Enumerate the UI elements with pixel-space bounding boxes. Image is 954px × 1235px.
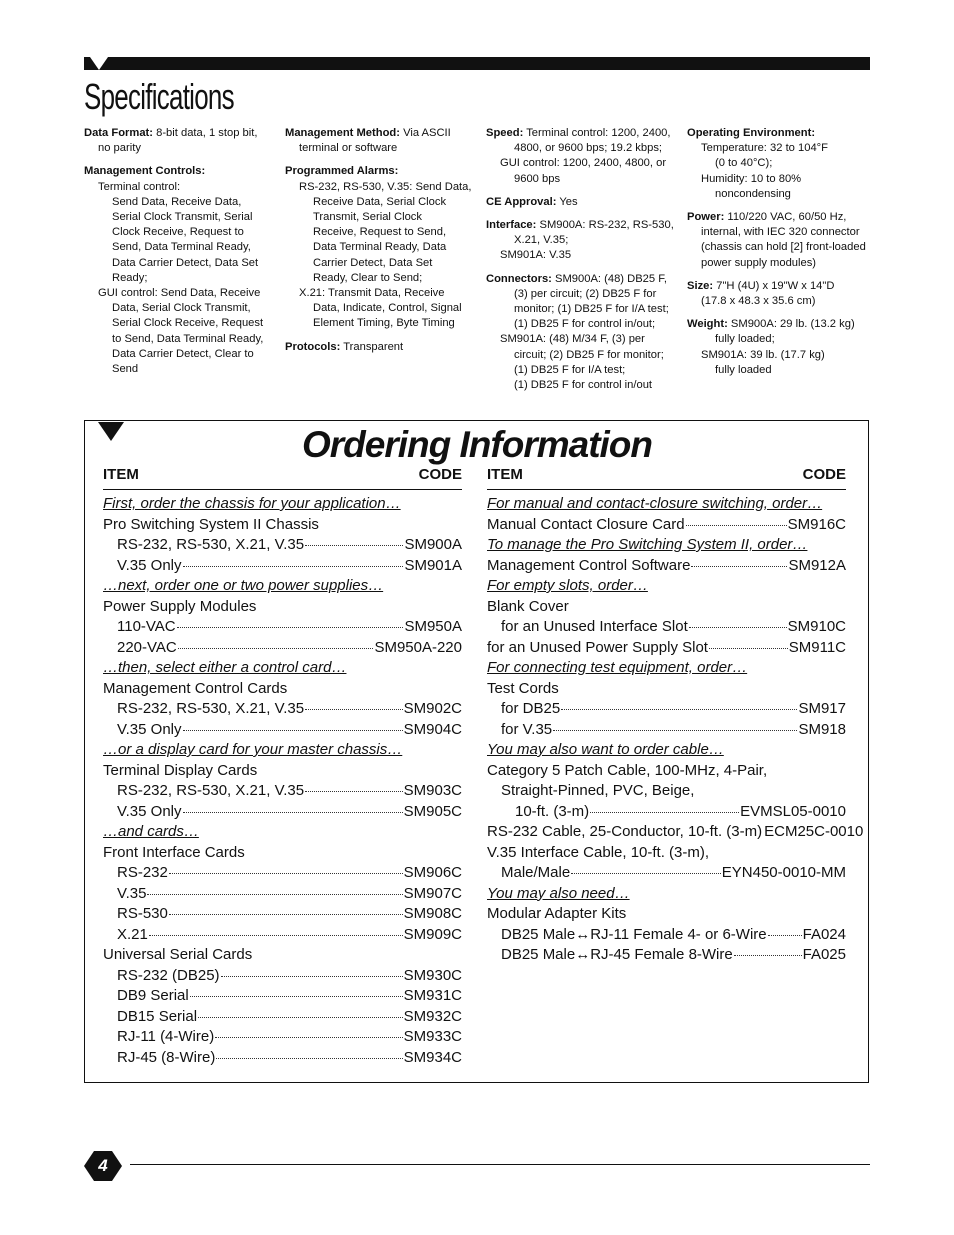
spec-key: Operating Environment: bbox=[687, 127, 816, 139]
spec-key: Power: bbox=[687, 211, 725, 224]
category-label: Straight-Pinned, PVC, Beige, bbox=[501, 782, 695, 799]
page-number: 4 bbox=[98, 1156, 108, 1175]
order-item bbox=[487, 699, 846, 720]
spec-key: Management Controls: bbox=[84, 165, 206, 178]
spec-line: Element Timing, Byte Timing bbox=[313, 317, 455, 330]
spec-line: Carrier Detect, Data Set bbox=[313, 256, 433, 269]
order-item bbox=[487, 720, 846, 741]
item-code: SM932C bbox=[403, 1007, 462, 1025]
item-code: FA025 bbox=[802, 946, 846, 963]
spec-line: circuit; (2) DB25 F for monitor; bbox=[514, 348, 664, 361]
dot-leader bbox=[147, 894, 402, 895]
item-code: EYN450-0010-MM bbox=[721, 864, 846, 881]
spec-line bbox=[285, 126, 475, 141]
item-code: SM933C bbox=[403, 1028, 462, 1045]
item-code: SM931C bbox=[403, 987, 462, 1004]
code-header: CODE bbox=[802, 466, 846, 483]
spec-line: Data Terminal Ready, Data bbox=[313, 241, 447, 254]
spec-line: Send Data, Receive Data, bbox=[112, 195, 242, 208]
item-code: SM912A bbox=[788, 556, 846, 574]
spec-line bbox=[687, 210, 872, 225]
dot-leader bbox=[768, 935, 802, 936]
order-item bbox=[103, 781, 462, 802]
item-name: V.35 Only bbox=[117, 802, 182, 820]
footer-rule bbox=[130, 1164, 870, 1165]
order-item bbox=[103, 986, 462, 1007]
spec-line: Clock Receive, Request to bbox=[112, 226, 244, 239]
dot-leader bbox=[183, 566, 404, 567]
item-name: RJ-11 (4-Wire) bbox=[117, 1028, 215, 1045]
dot-leader bbox=[190, 996, 403, 997]
spec-column-4 bbox=[687, 126, 872, 386]
spec-line: Send, Data Terminal Ready, bbox=[112, 241, 251, 254]
dot-leader bbox=[178, 648, 374, 649]
dot-leader bbox=[305, 791, 403, 792]
section-heading: To manage the Pro Switching System II, order… bbox=[487, 536, 808, 553]
dot-leader bbox=[561, 709, 797, 710]
order-item bbox=[103, 863, 462, 884]
spec-line: monitor; (1) DB25 F for I/A test; bbox=[514, 303, 669, 316]
order-item bbox=[103, 884, 462, 905]
order-item bbox=[487, 638, 846, 659]
item-name: Male/Male bbox=[501, 864, 571, 881]
spec-key: CE Approval: bbox=[486, 195, 557, 208]
spec-group bbox=[687, 279, 872, 309]
item-code: SM901A bbox=[404, 556, 462, 574]
spec-key: Protocols: bbox=[285, 340, 341, 353]
spec-column-1 bbox=[84, 126, 269, 385]
item-name: 10-ft. (3-m) bbox=[515, 802, 590, 820]
item-name: RS-232, RS-530, X.21, V.35 bbox=[117, 700, 305, 717]
order-item bbox=[487, 945, 846, 966]
spec-value: SM900A: 29 lb. (13.2 kg) bbox=[730, 318, 855, 331]
spec-line: Data Carrier Detect, Data Set bbox=[112, 256, 259, 269]
item-code: SM904C bbox=[403, 720, 462, 738]
item-name: V.35 Only bbox=[117, 720, 182, 738]
spec-key: Speed: bbox=[486, 127, 524, 139]
item-code: SM918 bbox=[798, 720, 846, 738]
order-item bbox=[487, 802, 846, 823]
dot-leader bbox=[216, 1058, 402, 1059]
spec-column-3 bbox=[486, 126, 676, 401]
spec-line: GUI control: 1200, 2400, 4800, or bbox=[500, 157, 667, 170]
item-name: for an Unused Interface Slot bbox=[501, 618, 688, 635]
order-item bbox=[103, 699, 462, 720]
item-code: SM950A bbox=[404, 618, 462, 635]
spec-line: 9600 bps bbox=[514, 172, 561, 185]
item-name: RS-232, RS-530, X.21, V.35 bbox=[117, 536, 305, 553]
spec-value: Via ASCII bbox=[403, 127, 451, 139]
item-code: ECM25C-0010 bbox=[764, 823, 864, 840]
item-name: for an Unused Power Supply Slot bbox=[487, 638, 708, 656]
spec-group bbox=[285, 164, 475, 331]
spec-line bbox=[687, 279, 872, 294]
spec-line: terminal or software bbox=[299, 142, 398, 155]
item-code: SM950A-220 bbox=[374, 638, 462, 656]
order-item bbox=[487, 556, 846, 577]
order-item bbox=[487, 925, 846, 946]
category-label: Universal Serial Cards bbox=[103, 946, 253, 963]
spec-group bbox=[687, 210, 872, 271]
dot-leader bbox=[553, 730, 797, 731]
spec-line bbox=[84, 164, 269, 179]
spec-group bbox=[285, 126, 475, 156]
category-label: Modular Adapter Kits bbox=[487, 905, 627, 922]
spec-value: Yes bbox=[559, 195, 578, 208]
spec-line: (chassis can hold [2] front-loaded bbox=[701, 241, 866, 254]
spec-line: Serial Clock Receive, Request bbox=[112, 317, 264, 330]
ordering-column-right bbox=[487, 466, 864, 966]
item-name: RS-530 bbox=[117, 905, 168, 922]
spec-line: (17.8 x 48.3 x 35.6 cm) bbox=[701, 295, 816, 308]
category-label: Front Interface Cards bbox=[103, 843, 245, 861]
item-code: SM934C bbox=[403, 1048, 462, 1066]
spec-line: Ready; bbox=[112, 271, 148, 284]
item-code: SM930C bbox=[403, 966, 462, 984]
spec-line: Serial Clock Transmit, Serial bbox=[112, 211, 253, 224]
dot-leader bbox=[305, 545, 403, 546]
category-label: Blank Cover bbox=[487, 597, 569, 615]
item-name: V.35 Only bbox=[117, 556, 182, 574]
spec-group bbox=[486, 218, 676, 264]
section-heading: …then, select either a control card… bbox=[103, 659, 347, 676]
spec-line: (1) DB25 F for control in/out; bbox=[514, 318, 656, 331]
spec-line: 4800, or 9600 bps; 19.2 kbps; bbox=[514, 142, 663, 155]
spec-line bbox=[687, 126, 872, 141]
item-name: Manual Contact Closure Card bbox=[487, 515, 685, 533]
spec-line: RS-232, RS-530, V.35: Send Data, bbox=[299, 180, 472, 193]
spec-line bbox=[285, 164, 475, 179]
item-name: RS-232, RS-530, X.21, V.35 bbox=[117, 782, 305, 799]
item-name: RS-232 Cable, 25-Conductor, 10-ft. (3-m) bbox=[487, 823, 763, 840]
spec-group bbox=[486, 195, 676, 210]
order-item bbox=[103, 617, 462, 638]
ordering-header-right bbox=[487, 466, 846, 490]
spec-line: Receive, Request to Send, bbox=[313, 226, 447, 239]
spec-group bbox=[285, 340, 475, 355]
spec-group bbox=[687, 317, 872, 378]
spec-line bbox=[84, 126, 269, 141]
spec-value: Terminal control: 1200, 2400, bbox=[526, 127, 671, 139]
order-item bbox=[103, 802, 462, 823]
spec-line: Data, Serial Clock Transmit, bbox=[112, 302, 251, 315]
spec-line: fully loaded; bbox=[715, 333, 775, 346]
spec-value: SM900A: (48) DB25 F, bbox=[555, 272, 667, 285]
spec-line: power supply modules) bbox=[701, 256, 817, 269]
spec-line: (1) DB25 F for control in/out bbox=[514, 379, 653, 392]
order-item bbox=[103, 904, 462, 925]
spec-line: SM901A: 39 lb. (17.7 kg) bbox=[701, 348, 825, 361]
spec-key: Weight: bbox=[687, 318, 728, 331]
item-code: SM906C bbox=[403, 864, 462, 881]
spec-group bbox=[84, 164, 269, 377]
item-code: SM911C bbox=[788, 638, 846, 656]
spec-line: noncondensing bbox=[715, 187, 791, 200]
order-item bbox=[103, 638, 462, 659]
dot-leader bbox=[149, 935, 403, 936]
category-label: Test Cords bbox=[487, 679, 559, 697]
category-label: Category 5 Patch Cable, 100-MHz, 4-Pair, bbox=[487, 761, 768, 779]
category-label: Power Supply Modules bbox=[103, 597, 257, 615]
category-label: Pro Switching System II Chassis bbox=[103, 515, 319, 533]
section-heading: …next, order one or two power supplies… bbox=[103, 577, 384, 594]
item-name: DB25 Male↔RJ-11 Female 4- or 6-Wire bbox=[501, 925, 767, 943]
order-item bbox=[103, 1007, 462, 1028]
dot-leader bbox=[221, 976, 403, 977]
spec-group bbox=[486, 126, 676, 187]
dot-leader bbox=[686, 525, 787, 526]
dot-leader bbox=[215, 1037, 402, 1038]
spec-line: X.21: Transmit Data, Receive bbox=[299, 287, 445, 300]
spec-key: Size: bbox=[687, 279, 714, 292]
item-name: X.21 bbox=[117, 925, 148, 943]
dot-leader bbox=[183, 730, 403, 731]
spec-value: 7"H (4U) x 19"W x 14"D bbox=[716, 279, 835, 292]
spec-group bbox=[687, 126, 872, 202]
spec-line: (1) DB25 F for I/A test; bbox=[514, 363, 626, 376]
specifications-title: Specifications bbox=[84, 76, 234, 117]
spec-line bbox=[486, 218, 676, 233]
category-label: Terminal Display Cards bbox=[103, 761, 258, 779]
spec-line: Terminal control: bbox=[98, 180, 181, 193]
page-number-badge bbox=[84, 1151, 122, 1181]
item-name: Management Control Software bbox=[487, 556, 691, 574]
spec-key: Connectors: bbox=[486, 272, 552, 285]
dot-leader bbox=[590, 812, 739, 813]
section-heading: …or a display card for your master chassis… bbox=[103, 741, 403, 758]
section-heading: For empty slots, order… bbox=[487, 577, 648, 594]
spec-line: GUI control: Send Data, Receive bbox=[98, 287, 261, 300]
spec-line: Data, Indicate, Control, Signal bbox=[313, 302, 462, 315]
order-item bbox=[103, 556, 462, 577]
dot-leader bbox=[177, 627, 404, 628]
spec-line bbox=[486, 126, 676, 141]
item-name: V.35 bbox=[117, 884, 147, 902]
item-name: 110-VAC bbox=[117, 618, 176, 635]
item-name: for V.35 bbox=[501, 720, 553, 738]
order-item bbox=[103, 720, 462, 741]
category-label: V.35 Interface Cable, 10-ft. (3-m), bbox=[487, 843, 710, 861]
spec-line: Send bbox=[112, 363, 139, 376]
item-code: SM900A bbox=[404, 536, 462, 553]
spec-key: Data Format: bbox=[84, 127, 153, 139]
section-heading: You may also need… bbox=[487, 884, 630, 902]
item-code: SM917 bbox=[798, 700, 846, 717]
dot-leader bbox=[691, 566, 787, 567]
spec-value: Transparent bbox=[343, 340, 404, 353]
item-code: FA024 bbox=[802, 925, 846, 943]
dot-leader bbox=[571, 873, 721, 874]
item-name: DB25 Male↔RJ-45 Female 8-Wire bbox=[501, 946, 733, 963]
dot-leader bbox=[734, 955, 802, 956]
dot-leader bbox=[689, 627, 787, 628]
item-header: ITEM bbox=[103, 466, 139, 483]
spec-line: X.21, V.35; bbox=[514, 234, 569, 247]
dot-leader bbox=[169, 914, 403, 915]
item-code: SM907C bbox=[403, 884, 462, 902]
header-bar bbox=[84, 57, 870, 70]
section-heading: …and cards… bbox=[103, 823, 199, 840]
order-item bbox=[487, 617, 846, 638]
spec-group bbox=[84, 126, 269, 156]
spec-value: 110/220 VAC, 60/50 Hz, bbox=[727, 211, 847, 224]
spec-line: Temperature: 32 to 104°F bbox=[701, 142, 828, 155]
code-header: CODE bbox=[418, 466, 462, 483]
spec-value: SM900A: RS-232, RS-530, bbox=[539, 219, 674, 232]
spec-line bbox=[687, 317, 872, 332]
item-code: SM916C bbox=[787, 515, 846, 533]
order-item bbox=[103, 535, 462, 556]
spec-line: (0 to 40°C); bbox=[715, 157, 773, 170]
dot-leader bbox=[198, 1017, 403, 1018]
dot-leader bbox=[169, 873, 403, 874]
ordering-title: Ordering Information bbox=[302, 424, 652, 465]
spec-line: no parity bbox=[98, 142, 141, 155]
item-code: SM902C bbox=[403, 700, 462, 717]
spec-value: 8-bit data, 1 stop bit, bbox=[156, 127, 258, 139]
order-item bbox=[103, 1027, 462, 1048]
spec-line bbox=[486, 195, 676, 210]
dot-leader bbox=[305, 709, 403, 710]
order-item bbox=[487, 515, 846, 536]
item-name: DB9 Serial bbox=[117, 987, 189, 1004]
order-item bbox=[487, 863, 846, 884]
order-item bbox=[487, 822, 864, 843]
spec-column-2 bbox=[285, 126, 475, 363]
order-item bbox=[103, 1048, 462, 1069]
item-code: SM908C bbox=[403, 905, 462, 922]
ordering-column-left bbox=[103, 466, 462, 1068]
spec-line: Ready, Clear to Send; bbox=[313, 271, 423, 284]
item-name: RS-232 (DB25) bbox=[117, 966, 220, 984]
order-item bbox=[103, 966, 462, 987]
item-name: RS-232 bbox=[117, 864, 168, 881]
item-code: EVMSL05-0010 bbox=[740, 802, 846, 820]
spec-group bbox=[486, 272, 676, 394]
item-code: SM905C bbox=[403, 802, 462, 820]
item-code: SM909C bbox=[403, 925, 462, 943]
spec-key: Interface: bbox=[486, 219, 537, 232]
spec-line bbox=[486, 272, 676, 287]
spec-line bbox=[285, 340, 475, 355]
item-code: SM903C bbox=[403, 782, 462, 799]
item-name: RJ-45 (8-Wire) bbox=[117, 1048, 216, 1066]
spec-key: Management Method: bbox=[285, 127, 400, 139]
spec-line: internal, with IEC 320 connector bbox=[701, 226, 860, 239]
spec-line: fully loaded bbox=[715, 363, 772, 376]
dot-leader bbox=[709, 648, 788, 649]
spec-line: to Send, Data Terminal Ready, bbox=[112, 332, 264, 345]
ordering-header-left bbox=[103, 466, 462, 490]
item-code: SM910C bbox=[787, 618, 846, 635]
section-heading: First, order the chassis for your application… bbox=[103, 495, 401, 512]
category-label: Management Control Cards bbox=[103, 679, 288, 697]
section-heading: You may also want to order cable… bbox=[487, 741, 724, 758]
spec-line: SM901A: V.35 bbox=[500, 249, 572, 262]
spec-line: Transmit, Serial Clock bbox=[313, 211, 422, 224]
dot-leader bbox=[183, 812, 403, 813]
item-name: 220-VAC bbox=[117, 638, 177, 656]
spec-line: Receive Data, Serial Clock bbox=[313, 195, 447, 208]
section-heading: For connecting test equipment, order… bbox=[487, 659, 748, 676]
spec-line: Data Carrier Detect, Clear to bbox=[112, 347, 254, 360]
spec-key: Programmed Alarms: bbox=[285, 165, 399, 178]
spec-line: (3) per circuit; (2) DB25 F for bbox=[514, 287, 657, 300]
spec-line: Humidity: 10 to 80% bbox=[701, 172, 802, 185]
order-item bbox=[103, 925, 462, 946]
section-heading: For manual and contact-closure switching, order… bbox=[487, 495, 823, 512]
header-notch bbox=[90, 57, 108, 70]
item-header: ITEM bbox=[487, 466, 523, 483]
item-name: for DB25 bbox=[501, 700, 561, 717]
item-name: DB15 Serial bbox=[117, 1007, 198, 1025]
spec-line: SM901A: (48) M/34 F, (3) per bbox=[500, 333, 645, 346]
